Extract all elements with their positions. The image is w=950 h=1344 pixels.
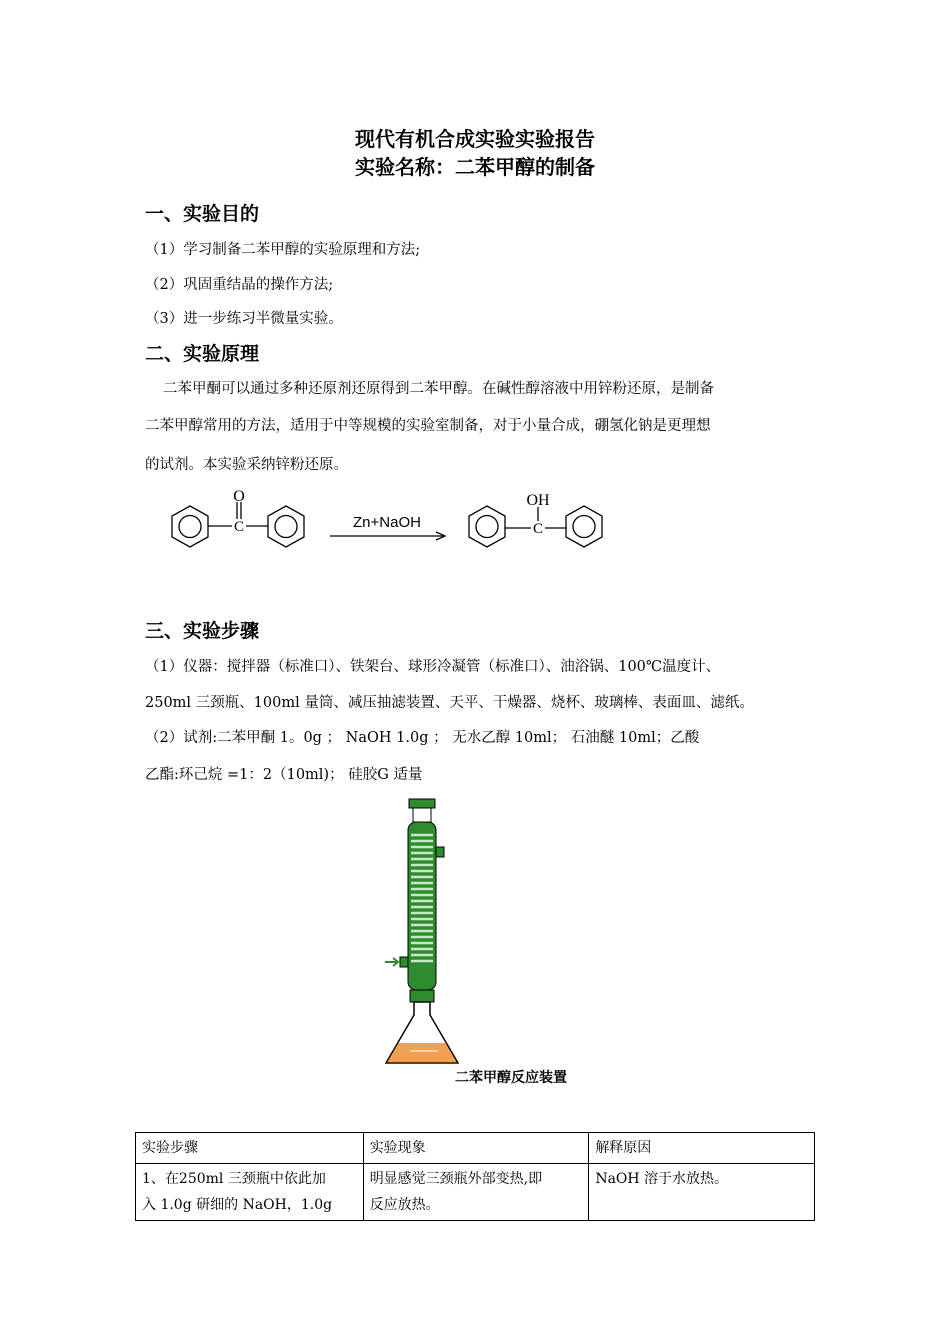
purpose-item: （3）进一步练习半微量实验。 xyxy=(145,311,343,327)
table-cell-step xyxy=(136,1164,364,1221)
cell-line: 明显感觉三颈瓶外部变热,即 xyxy=(369,1171,543,1187)
report-title: 现代有机合成实验实验报告 xyxy=(355,127,595,151)
benzene-ring xyxy=(268,506,304,547)
cell-line: 1、在250ml 三颈瓶中依此加 xyxy=(142,1171,326,1187)
table-header-cell: 实验现象 xyxy=(363,1133,589,1164)
table-header-cell: 解释原因 xyxy=(589,1133,815,1164)
table-header-cell: 实验步骤 xyxy=(136,1133,364,1164)
reflux-apparatus-figure xyxy=(380,795,480,1070)
water-inlet xyxy=(400,957,408,967)
aromatic-circle xyxy=(179,516,201,538)
reaction-scheme xyxy=(160,485,620,575)
table-header-row xyxy=(136,1133,815,1164)
procedure-line: 250ml 三颈瓶、100ml 量筒、减压抽滤装置、天平、干燥器、烧杯、玻璃棒、表面皿、滤纸。 xyxy=(145,695,754,711)
reagent-label: Zn+NaOH xyxy=(353,514,421,531)
stopper xyxy=(409,799,435,808)
purpose-item: （1）学习制备二苯甲醇的实验原理和方法; xyxy=(145,242,421,258)
figure-caption: 二苯甲醇反应装置 xyxy=(455,1070,567,1086)
aromatic-circle xyxy=(275,516,297,538)
flask-liquid xyxy=(386,1043,458,1063)
section-heading-purpose: 一、实验目的 xyxy=(145,203,260,225)
cell-line: 反应放热。 xyxy=(369,1197,440,1213)
hydroxyl-group: OH xyxy=(526,492,550,509)
carbonyl-carbon: C xyxy=(233,519,245,535)
procedure-line: （2）试剂:二苯甲酮 1。0g ； NaOH 1.0g ； 无水乙醇 10ml； 石油醚 10ml；乙酸 xyxy=(145,730,700,746)
benzene-ring xyxy=(566,506,602,547)
table-cell-reason: NaOH 溶于水放热。 xyxy=(589,1164,815,1221)
aromatic-circle xyxy=(573,516,595,538)
carbinol-carbon: C xyxy=(532,521,544,537)
benzene-ring xyxy=(469,506,505,547)
table-row xyxy=(136,1164,815,1221)
section-heading-procedure: 三、实验步骤 xyxy=(145,620,260,642)
carbonyl-oxygen: O xyxy=(233,488,245,505)
section-heading-principle: 二、实验原理 xyxy=(145,343,260,365)
aromatic-circle xyxy=(476,516,498,538)
procedure-line: （1）仪器：搅拌器（标准口）、铁架台、球形冷凝管（标准口）、油浴锅、100℃温度计、 xyxy=(145,659,721,675)
water-outlet xyxy=(436,847,444,857)
purpose-item: （2）巩固重结晶的操作方法; xyxy=(145,277,334,293)
procedure-table xyxy=(135,1132,815,1221)
cell-line: 入 1.0g 研细的 NaOH，1.0g xyxy=(142,1197,333,1213)
procedure-line: 乙酯:环己烷 =1：2（10ml)； 硅胶G 适量 xyxy=(145,767,423,783)
experiment-name: 实验名称：二苯甲醇的制备 xyxy=(355,155,595,179)
principle-line: 二苯甲醇常用的方法，适用于中等规模的实验室制备，对于小量合成，硼氢化钠是更理想 xyxy=(145,418,711,434)
principle-line: 的试剂。本实验采纳锌粉还原。 xyxy=(145,457,348,473)
principle-line: 二苯甲酮可以通过多种还原剂还原得到二苯甲醇。在碱性醇溶液中用锌粉还原，是制备 xyxy=(163,381,714,397)
table-cell-phenomenon xyxy=(363,1164,589,1221)
benzene-ring xyxy=(172,506,208,547)
